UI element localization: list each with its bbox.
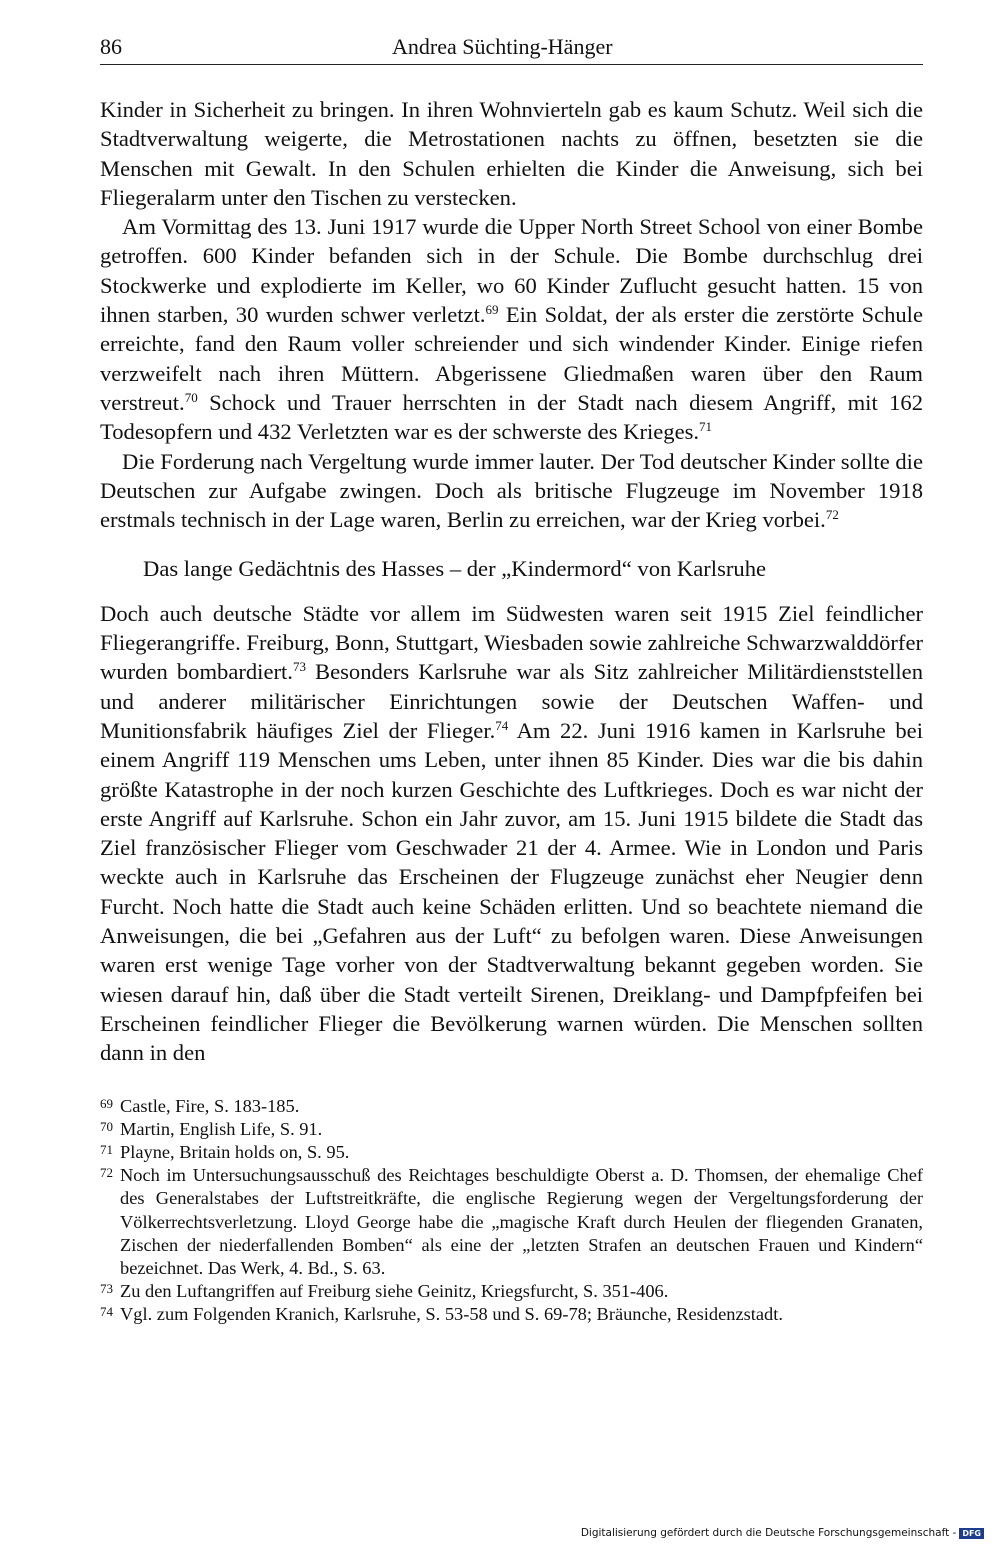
footnote-item <box>100 1118 923 1141</box>
digitization-credit-text: Digitalisierung gefördert durch die Deutsche Forschungsgemeinschaft - <box>580 1527 957 1539</box>
footnote-item <box>100 1095 923 1118</box>
running-head <box>100 32 923 65</box>
footnote-reference[interactable]: 72 <box>825 507 839 523</box>
footnote-text: Noch im Untersuchungsausschuß des Reichtages beschuldigte Oberst a. D. Thomsen, der ehemalige Chef des Generalstabes der Luftstreitkräfte, die englische Regierung wegen der Vergeltungsforderung der Völkerrechtsverletzung. Lloyd George habe die „magische Kraft durch Heulen der fliegenden Granaten, Zischen der niederfallenden Bomben“ als eine der „letzten Strafen an deutschen Frauen und Kindern“ bezeichnet. Das Werk, 4. Bd., S. 63. <box>120 1165 923 1278</box>
footnote-reference[interactable]: 74 <box>495 717 509 733</box>
footnote-text: Zu den Luftangriffen auf Freiburg siehe Geinitz, Kriegsfurcht, S. 351-406. <box>120 1281 669 1302</box>
dfg-logo: DFG <box>959 1528 984 1539</box>
footnote-number: 70 <box>100 1118 113 1134</box>
book-page <box>100 32 923 1327</box>
section-heading: Das lange Gedächtnis des Hasses – der „Kindermord“ von Karlsruhe <box>143 556 767 582</box>
footnote-reference[interactable]: 70 <box>184 389 198 405</box>
footnotes <box>100 1095 923 1327</box>
paragraph-text: Doch auch deutsche Städte vor allem im Südwesten waren seit 1915 Ziel feindlicher Fliegerangriffe. Freiburg, Bonn, Stuttgart, Wiesbaden sowie zahlreiche Schwarzwalddörfer wurden bombardiert. <box>100 600 923 685</box>
footnote-reference[interactable]: 73 <box>292 659 306 675</box>
footnote-item <box>100 1164 923 1280</box>
footnote-reference[interactable]: 71 <box>699 419 713 435</box>
footnote-item <box>100 1280 923 1303</box>
footnote-text: Vgl. zum Folgenden Kranich, Karlsruhe, S. 53-58 und S. 69-78; Bräunche, Residenzstadt. <box>120 1304 783 1325</box>
footnote-item <box>100 1303 923 1326</box>
page-number: 86 <box>100 34 122 59</box>
footnote-number: 74 <box>100 1304 113 1320</box>
footnote-reference[interactable]: 69 <box>485 302 499 318</box>
paragraph-text: Ein Soldat, der als erster die zerstörte Schule erreichte, fand den Raum voller schreiender und sich windender Kinder. Einige riefen verzweifelt nach ihren Müttern. Abgerissene Gliedmaßen waren über den Raum verstreut. <box>100 302 923 415</box>
body-paragraph <box>100 95 923 212</box>
body-paragraph <box>100 447 923 535</box>
running-head-author: Andrea Süchting-Hänger <box>392 34 613 59</box>
body-paragraph <box>100 599 923 1068</box>
paragraph-group <box>100 95 923 534</box>
paragraph-text: Besonders Karlsruhe war als Sitz zahlreicher Militärdienststellen und anderer militärischer Einrichtungen sowie der Deutschen Waffen- und Munitionsfabrik häufiges Ziel der Flieger. <box>100 659 923 743</box>
paragraph-text: Am Vormittag des 13. Juni 1917 wurde die Upper North Street School von einer Bombe getroffen. 600 Kinder befanden sich in der Schule. Die Bombe durchschlug drei Stockwerke und explodierte im Keller, wo 60 Kinder Zuflucht gesucht hatten. 15 von ihnen starben, 30 wurden schwer verletzt. <box>100 214 923 328</box>
paragraph-text: Am 22. Juni 1916 kamen in Karlsruhe bei einem Angriff 119 Menschen ums Leben, unter ihnen 85 Kinder. Dies war die bis dahin größte Katastrophe in der noch kurzen Geschichte des Luftkrieges. Doch es war nicht der erste Angriff auf Karlsruhe. Schon ein Jahr zuvor, am 15. Juni 1915 bildete die Stadt das Ziel französischer Flieger vom Geschwader 21 der 4. Armee. Wie in London und Paris weckte auch in Karlsruhe das Erscheinen der Flugzeuge zunächst eher Neugier denn Furcht. Noch hatte die Stadt auch keine Schäden erlitten. Und so beachtete niemand die Anweisungen, die bei „Gefahren aus der Luft“ zu befolgen waren. Diese Anweisungen waren erst wenige Tage vorher von der Stadtverwaltung bekannt gegeben worden. Sie wiesen darauf hin, daß über die Stadt verteilt Sirenen, Dreiklang- und Dampfpfeifen bei Erscheinen feindlicher Flieger die Bevölkerung warnen würden. Die Menschen sollten dann in den <box>100 717 923 1066</box>
digitization-credit <box>581 1527 984 1539</box>
footnote-number: 69 <box>100 1095 113 1111</box>
footnote-number: 71 <box>100 1141 113 1157</box>
footnote-text: Playne, Britain holds on, S. 95. <box>120 1141 350 1162</box>
footnote-number: 72 <box>100 1165 113 1181</box>
footnote-item <box>100 1141 923 1164</box>
body-text <box>100 95 923 1068</box>
paragraph-text: Die Forderung nach Vergeltung wurde immer lauter. Der Tod deutscher Kinder sollte die Deutschen zur Aufgabe zwingen. Doch als britische Flugzeuge im November 1918 erstmals technisch in der Lage waren, Berlin zu erreichen, war der Krieg vorbei. <box>100 448 923 533</box>
paragraph-text: Kinder in Sicherheit zu bringen. In ihren Wohnvierteln gab es kaum Schutz. Weil sich die Stadtverwaltung weigerte, die Metrostationen nachts zu öffnen, besetzten sie die Menschen mit Gewalt. In den Schulen erhielten die Kinder die Anweisung, sich bei Fliegeralarm unter den Tischen zu verstecken. <box>100 97 923 210</box>
body-paragraph <box>100 212 923 446</box>
section-paragraph-group <box>100 599 923 1068</box>
footnote-text: Castle, Fire, S. 183-185. <box>120 1095 300 1116</box>
paragraph-text: Schock und Trauer herrschten in der Stadt nach diesem Angriff, mit 162 Todesopfern und 432 Verletzten war es der schwerste des Krieges. <box>100 389 923 445</box>
footnote-number: 73 <box>100 1281 113 1297</box>
footnote-text: Martin, English Life, S. 91. <box>120 1118 323 1139</box>
